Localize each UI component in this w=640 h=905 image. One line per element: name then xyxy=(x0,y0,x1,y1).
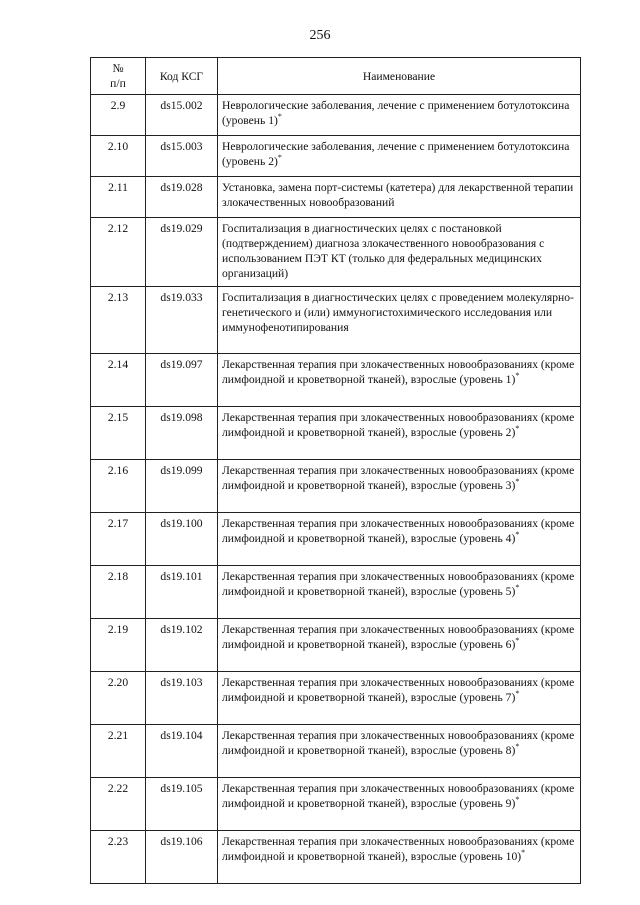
footnote-mark: * xyxy=(515,636,520,646)
row-name-cell xyxy=(218,177,581,218)
table-body xyxy=(91,95,581,884)
table-row xyxy=(91,218,581,287)
row-name-cell xyxy=(218,460,581,513)
table-row xyxy=(91,513,581,566)
ksg-table xyxy=(90,57,581,884)
row-number: 2.22 xyxy=(91,778,146,831)
row-ksg-code: ds15.002 xyxy=(146,95,218,136)
row-number: 2.21 xyxy=(91,725,146,778)
row-name: Установка, замена порт-системы (катетера) для лекарственной терапии злокачественных новообразований xyxy=(222,181,574,209)
row-ksg-code: ds19.105 xyxy=(146,778,218,831)
row-number: 2.20 xyxy=(91,672,146,725)
row-number: 2.10 xyxy=(91,136,146,177)
row-name: Лекарственная терапия при злокачественных новообразованиях (кроме лимфоидной и кроветворной тканей), взрослые (уровень 5) xyxy=(222,570,575,598)
table-row xyxy=(91,778,581,831)
footnote-mark: * xyxy=(277,153,282,163)
row-number: 2.16 xyxy=(91,460,146,513)
row-number: 2.17 xyxy=(91,513,146,566)
table-row xyxy=(91,725,581,778)
row-ksg-code: ds19.033 xyxy=(146,287,218,354)
row-ksg-code: ds19.028 xyxy=(146,177,218,218)
row-number: 2.12 xyxy=(91,218,146,287)
table-row xyxy=(91,136,581,177)
row-ksg-code: ds15.003 xyxy=(146,136,218,177)
row-ksg-code: ds19.102 xyxy=(146,619,218,672)
header-number xyxy=(91,58,146,95)
table-row xyxy=(91,177,581,218)
table-row xyxy=(91,672,581,725)
row-number: 2.19 xyxy=(91,619,146,672)
table-row xyxy=(91,354,581,407)
row-name-cell xyxy=(218,287,581,354)
table-row xyxy=(91,407,581,460)
row-name-cell xyxy=(218,136,581,177)
row-number: 2.9 xyxy=(91,95,146,136)
row-number: 2.15 xyxy=(91,407,146,460)
page-number: 256 xyxy=(309,28,331,43)
footnote-mark: * xyxy=(515,689,520,699)
row-name-cell xyxy=(218,95,581,136)
row-number: 2.18 xyxy=(91,566,146,619)
footnote-mark: * xyxy=(515,583,520,593)
table-row xyxy=(91,566,581,619)
table-row xyxy=(91,619,581,672)
row-ksg-code: ds19.098 xyxy=(146,407,218,460)
header-number-abbrev: п/п xyxy=(110,77,126,90)
footnote-mark: * xyxy=(277,112,282,122)
row-ksg-code: ds19.106 xyxy=(146,831,218,884)
header-code: Код КСГ xyxy=(146,58,218,95)
row-number: 2.14 xyxy=(91,354,146,407)
row-name: Госпитализация в диагностических целях с постановкой (подтверждением) диагноза злокачественного новообразования с использованием ПЭТ КТ (только для федеральных медицинских организаций) xyxy=(222,222,545,280)
row-name-cell xyxy=(218,407,581,460)
row-name: Неврологические заболевания, лечение с применением ботулотоксина (уровень 2) xyxy=(222,140,570,168)
header-name: Наименование xyxy=(218,58,581,95)
row-name: Госпитализация в диагностических целях с проведением молекулярно-генетического и (или) иммуногистохимического исследования или иммунофенотипирования xyxy=(222,291,574,334)
row-name: Лекарственная терапия при злокачественных новообразованиях (кроме лимфоидной и кроветворной тканей), взрослые (уровень 7) xyxy=(222,676,575,704)
table-row xyxy=(91,460,581,513)
row-ksg-code: ds19.101 xyxy=(146,566,218,619)
table-row xyxy=(91,95,581,136)
row-name-cell xyxy=(218,218,581,287)
row-ksg-code: ds19.100 xyxy=(146,513,218,566)
row-name-cell xyxy=(218,566,581,619)
row-number: 2.11 xyxy=(91,177,146,218)
row-name: Неврологические заболевания, лечение с применением ботулотоксина (уровень 1) xyxy=(222,99,570,127)
row-ksg-code: ds19.099 xyxy=(146,460,218,513)
row-name: Лекарственная терапия при злокачественных новообразованиях (кроме лимфоидной и кроветворной тканей), взрослые (уровень 4) xyxy=(222,517,575,545)
row-ksg-code: ds19.103 xyxy=(146,672,218,725)
table-row xyxy=(91,287,581,354)
row-name: Лекарственная терапия при злокачественных новообразованиях (кроме лимфоидной и кроветворной тканей), взрослые (уровень 10) xyxy=(222,835,575,863)
row-name-cell xyxy=(218,831,581,884)
table-row xyxy=(91,831,581,884)
row-name-cell xyxy=(218,619,581,672)
row-name-cell xyxy=(218,672,581,725)
footnote-mark: * xyxy=(515,742,520,752)
row-name: Лекарственная терапия при злокачественных новообразованиях (кроме лимфоидной и кроветворной тканей), взрослые (уровень 3) xyxy=(222,464,575,492)
row-name-cell xyxy=(218,725,581,778)
row-name-cell xyxy=(218,354,581,407)
table-header-row xyxy=(91,58,581,95)
footnote-mark: * xyxy=(515,477,520,487)
row-name: Лекарственная терапия при злокачественных новообразованиях (кроме лимфоидной и кроветворной тканей), взрослые (уровень 1) xyxy=(222,358,575,386)
footnote-mark: * xyxy=(515,371,520,381)
row-name: Лекарственная терапия при злокачественных новообразованиях (кроме лимфоидной и кроветворной тканей), взрослые (уровень 6) xyxy=(222,623,575,651)
header-number-symbol: № xyxy=(112,62,124,75)
row-number: 2.23 xyxy=(91,831,146,884)
row-name-cell xyxy=(218,778,581,831)
row-ksg-code: ds19.029 xyxy=(146,218,218,287)
footnote-mark: * xyxy=(515,424,520,434)
row-ksg-code: ds19.097 xyxy=(146,354,218,407)
row-name-cell xyxy=(218,513,581,566)
row-ksg-code: ds19.104 xyxy=(146,725,218,778)
row-name: Лекарственная терапия при злокачественных новообразованиях (кроме лимфоидной и кроветворной тканей), взрослые (уровень 9) xyxy=(222,782,575,810)
row-number: 2.13 xyxy=(91,287,146,354)
row-name: Лекарственная терапия при злокачественных новообразованиях (кроме лимфоидной и кроветворной тканей), взрослые (уровень 8) xyxy=(222,729,575,757)
footnote-mark: * xyxy=(521,848,526,858)
footnote-mark: * xyxy=(515,795,520,805)
row-name: Лекарственная терапия при злокачественных новообразованиях (кроме лимфоидной и кроветворной тканей), взрослые (уровень 2) xyxy=(222,411,575,439)
footnote-mark: * xyxy=(515,530,520,540)
